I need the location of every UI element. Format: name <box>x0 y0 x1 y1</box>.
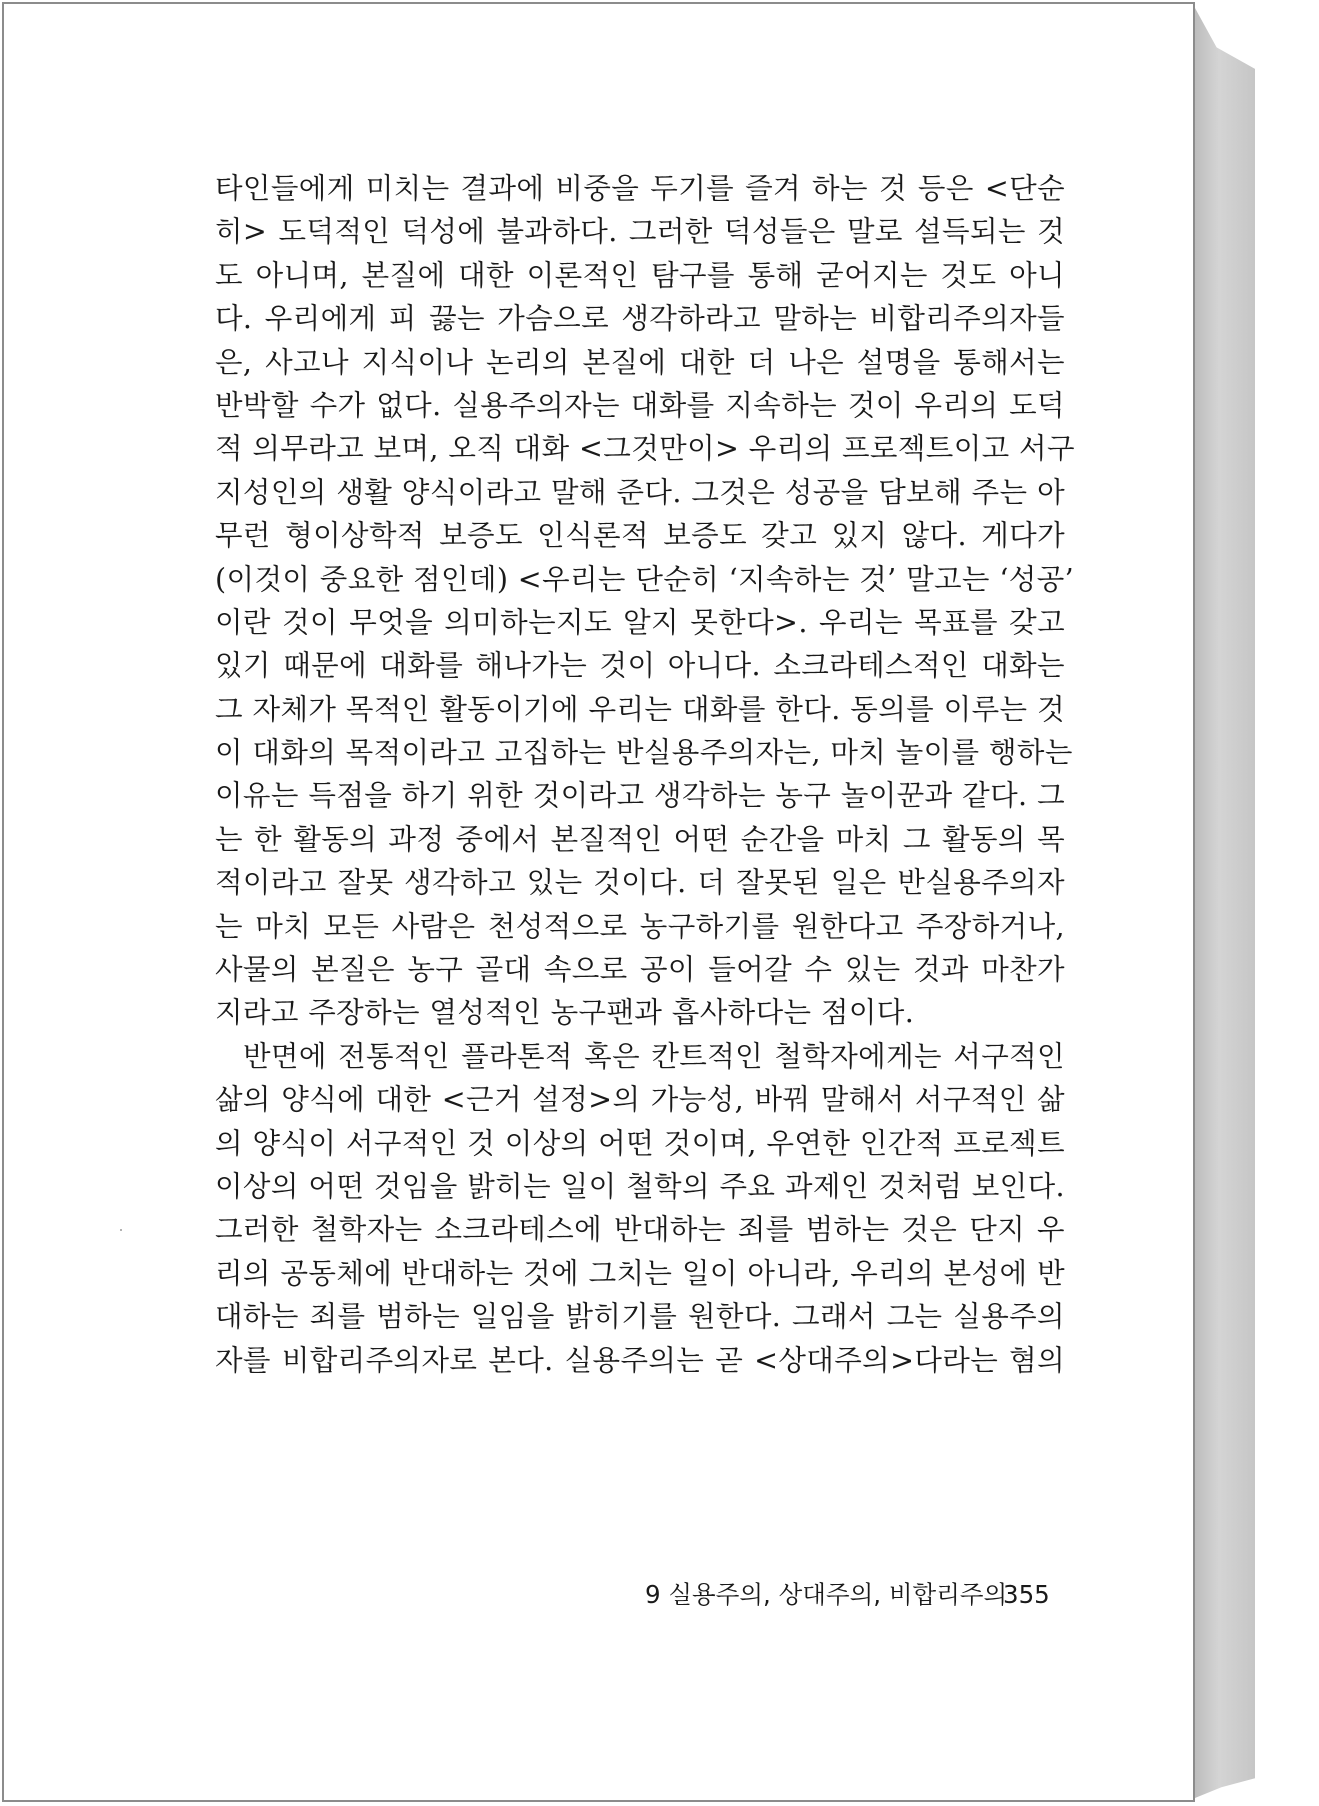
scan-speck <box>120 1229 122 1231</box>
page-number: 355 <box>1003 1580 1050 1609</box>
text-line: 사물의 본질은 농구 골대 속으로 공이 들어갈 수 있는 것과 마찬가 <box>215 953 1065 987</box>
text-line: 적 의무라고 보며, 오직 대화 <그것만이> 우리의 프로젝트이고 서구 <box>215 432 1075 466</box>
text-line: 이유는 득점을 하기 위한 것이라고 생각하는 농구 놀이꾼과 같다. 그 <box>215 779 1065 813</box>
text-line: 그 자체가 목적인 활동이기에 우리는 대화를 한다. 동의를 이루는 것 <box>215 692 1065 726</box>
text-line: 다. 우리에게 피 끓는 가슴으로 생각하라고 말하는 비합리주의자들 <box>215 302 1065 336</box>
text-line: 은, 사고나 지식이나 논리의 본질에 대한 더 나은 설명을 통해서는 <box>215 345 1065 379</box>
text-line: 있기 때문에 대화를 해나가는 것이 아니다. 소크라테스적인 대화는 <box>215 649 1065 683</box>
paragraph-2 <box>215 1035 1065 1382</box>
text-line: 히> 도덕적인 덕성에 불과하다. 그러한 덕성들은 말로 설득되는 것 <box>215 215 1065 249</box>
text-line: 무런 형이상학적 보증도 인식론적 보증도 갖고 있지 않다. 게다가 <box>215 519 1065 553</box>
text-line: 타인들에게 미치는 결과에 비중을 두기를 즐겨 하는 것 등은 <단순 <box>215 172 1065 205</box>
text-line: 이란 것이 무엇을 의미하는지도 알지 못한다>. 우리는 목표를 갖고 <box>215 605 1065 639</box>
body-text <box>215 167 1075 1382</box>
text-line: 반박할 수가 없다. 실용주의자는 대화를 지속하는 것이 우리의 도덕 <box>215 388 1065 422</box>
text-line: 리의 공동체에 반대하는 것에 그치는 일이 아니라, 우리의 본성에 반 <box>215 1256 1065 1290</box>
text-line: 의 양식이 서구적인 것 이상의 어떤 것이며, 우연한 인간적 프로젝트 <box>215 1126 1065 1160</box>
text-line: 지라고 주장하는 열성적인 농구팬과 흡사하다는 점이다. <box>215 996 915 1030</box>
text-line: 이상의 어떤 것임을 밝히는 일이 철학의 주요 과제인 것처럼 보인다. <box>215 1169 1065 1203</box>
text-line: 삶의 양식에 대한 <근거 설정>의 가능성, 바꿔 말해서 서구적인 삶 <box>215 1083 1065 1117</box>
text-line: 이 대화의 목적이라고 고집하는 반실용주의자는, 마치 놀이를 행하는 <box>215 736 1073 770</box>
text-line: (이것이 중요한 점인데) <우리는 단순히 ‘지속하는 것’ 말고는 ‘성공’ <box>215 562 1075 596</box>
running-head: 9 실용주의, 상대주의, 비합리주의 <box>645 1580 1008 1609</box>
text-line: 대하는 죄를 범하는 일임을 밝히기를 원한다. 그래서 그는 실용주의 <box>215 1300 1065 1334</box>
text-line: 도 아니며, 본질에 대한 이론적인 탐구를 통해 굳어지는 것도 아니 <box>215 258 1065 292</box>
text-line: 는 한 활동의 과정 중에서 본질적인 어떤 순간을 마치 그 활동의 목 <box>215 822 1065 856</box>
text-line: 반면에 전통적인 플라톤적 혹은 칸트적인 철학자에게는 서구적인 <box>243 1039 1065 1073</box>
text-line: 그러한 철학자는 소크라테스에 반대하는 죄를 범하는 것은 단지 우 <box>215 1213 1065 1247</box>
text-line: 지성인의 생활 양식이라고 말해 준다. 그것은 성공을 담보해 주는 아 <box>215 475 1065 509</box>
text-line: 는 마치 모든 사람은 천성적으로 농구하기를 원한다고 주장하거나, <box>215 909 1065 943</box>
text-line: 적이라고 잘못 생각하고 있는 것이다. 더 잘못된 일은 반실용주의자 <box>215 866 1065 900</box>
text-line: 자를 비합리주의자로 본다. 실용주의는 곧 <상대주의>다라는 혐의 <box>215 1343 1065 1377</box>
paragraph-1 <box>215 167 1075 1035</box>
page-edge-shadow <box>1195 8 1255 1798</box>
